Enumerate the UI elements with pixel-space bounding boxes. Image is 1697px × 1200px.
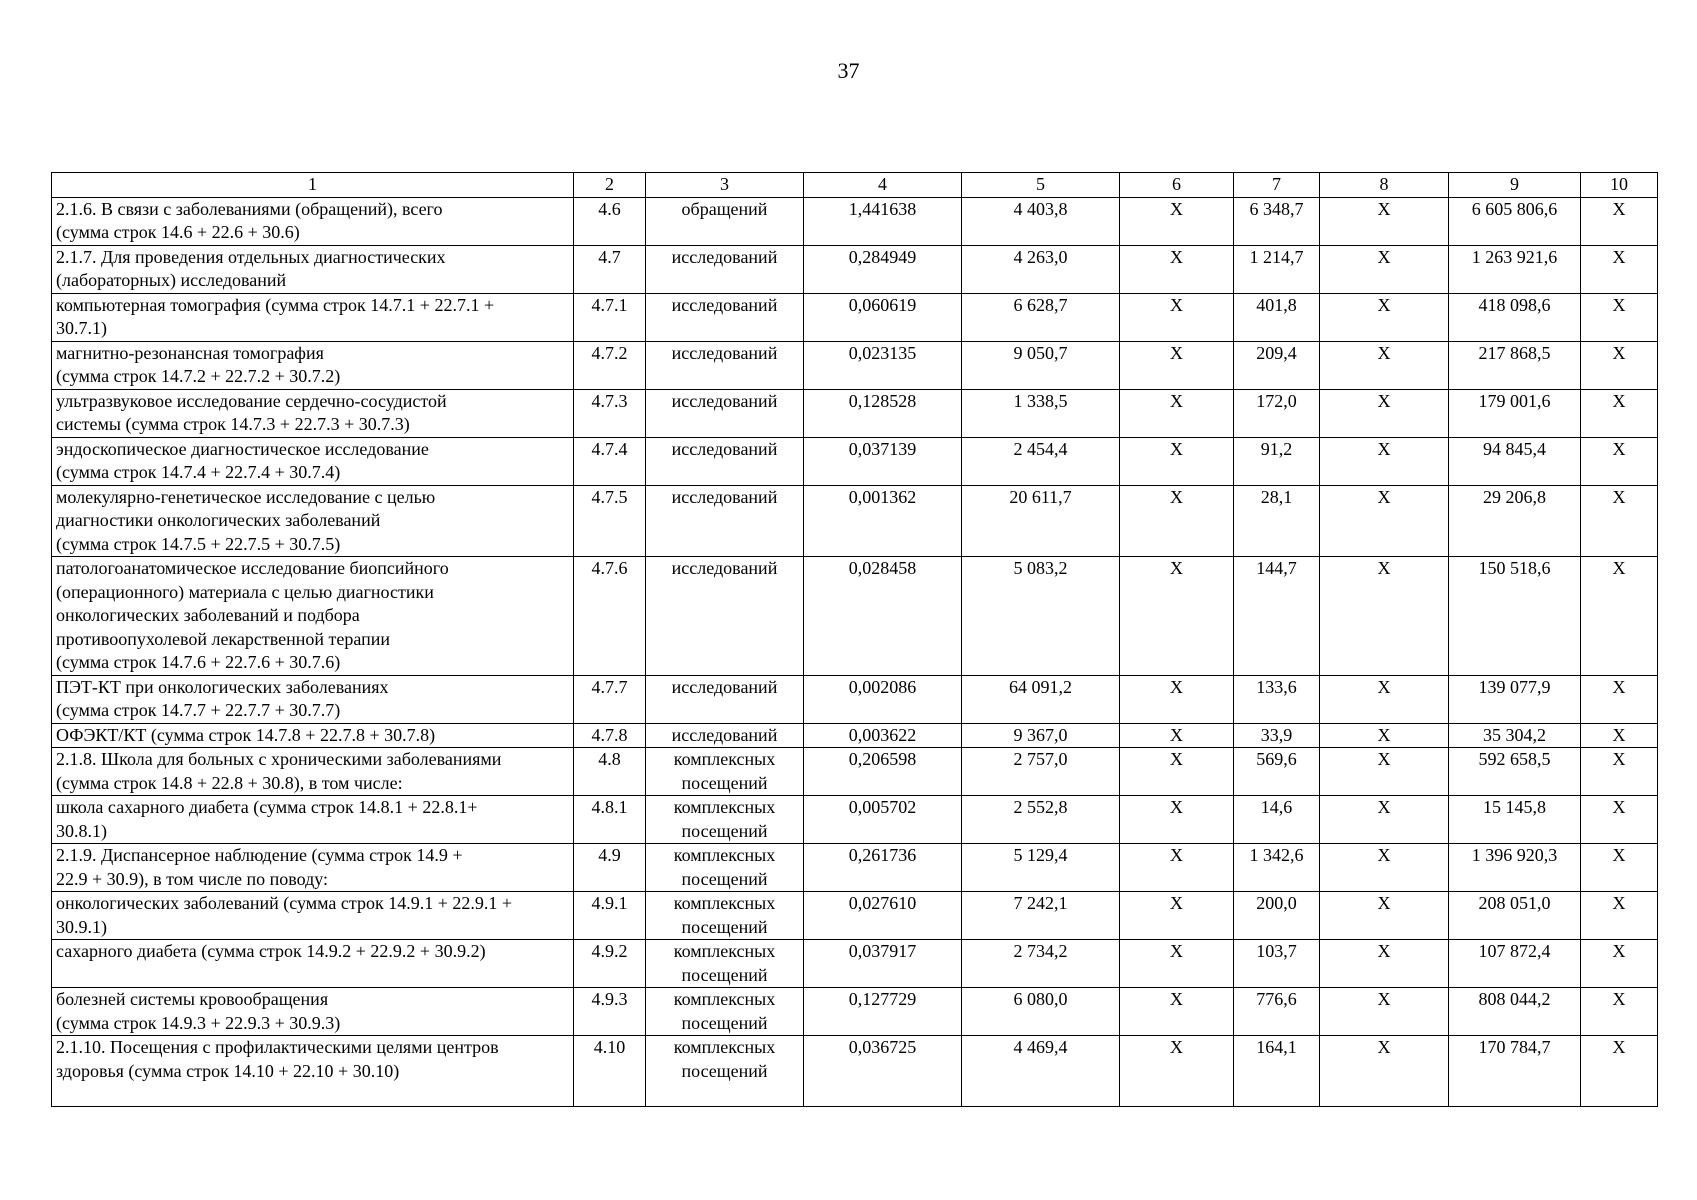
table-cell: X bbox=[1120, 197, 1234, 245]
table-cell: X bbox=[1581, 675, 1658, 723]
table-cell: комплексных посещений bbox=[646, 748, 804, 796]
table-cell: 5 083,2 bbox=[962, 557, 1120, 676]
table-cell: 4 263,0 bbox=[962, 245, 1120, 293]
table-cell: 4 469,4 bbox=[962, 1036, 1120, 1107]
table-cell: исследований bbox=[646, 723, 804, 748]
table-cell: магнитно-резонансная томография (сумма строк 14.7.2 + 22.7.2 + 30.7.2) bbox=[52, 341, 574, 389]
header-cell: 4 bbox=[804, 173, 962, 198]
table-row bbox=[52, 293, 1658, 341]
table-cell: 776,6 bbox=[1234, 988, 1320, 1036]
table-cell: 0,027610 bbox=[804, 892, 962, 940]
table-cell: X bbox=[1320, 796, 1449, 844]
table-cell: 418 098,6 bbox=[1449, 293, 1581, 341]
table-cell: X bbox=[1581, 485, 1658, 557]
table-cell: 0,001362 bbox=[804, 485, 962, 557]
table-cell: исследований bbox=[646, 293, 804, 341]
table-cell: 1,441638 bbox=[804, 197, 962, 245]
table-cell: X bbox=[1120, 437, 1234, 485]
table-cell: 2 734,2 bbox=[962, 940, 1120, 988]
header-cell: 9 bbox=[1449, 173, 1581, 198]
table-cell: 144,7 bbox=[1234, 557, 1320, 676]
table-cell: 4 403,8 bbox=[962, 197, 1120, 245]
header-cell: 5 bbox=[962, 173, 1120, 198]
table-cell: 0,037917 bbox=[804, 940, 962, 988]
table-cell: 4.7.4 bbox=[574, 437, 646, 485]
table-cell: 0,036725 bbox=[804, 1036, 962, 1107]
table-cell: X bbox=[1120, 1036, 1234, 1107]
table-cell: школа сахарного диабета (сумма строк 14.8.1 + 22.8.1+ 30.8.1) bbox=[52, 796, 574, 844]
table-cell: 217 868,5 bbox=[1449, 341, 1581, 389]
table-cell: 179 001,6 bbox=[1449, 389, 1581, 437]
table-cell: 0,003622 bbox=[804, 723, 962, 748]
table-cell: 133,6 bbox=[1234, 675, 1320, 723]
table-cell: 808 044,2 bbox=[1449, 988, 1581, 1036]
table-cell: X bbox=[1120, 940, 1234, 988]
table-cell: X bbox=[1120, 844, 1234, 892]
table-cell: X bbox=[1120, 988, 1234, 1036]
table-cell: X bbox=[1320, 844, 1449, 892]
table-cell: 4.7.8 bbox=[574, 723, 646, 748]
data-table bbox=[51, 172, 1658, 1107]
table-cell: X bbox=[1320, 892, 1449, 940]
table-cell: 6 080,0 bbox=[962, 988, 1120, 1036]
table-cell: 29 206,8 bbox=[1449, 485, 1581, 557]
table-cell: эндоскопическое диагностическое исследование (сумма строк 14.7.4 + 22.7.4 + 30.7.4) bbox=[52, 437, 574, 485]
table-row bbox=[52, 485, 1658, 557]
table-row bbox=[52, 844, 1658, 892]
table-row bbox=[52, 389, 1658, 437]
table-cell: 0,206598 bbox=[804, 748, 962, 796]
table-cell: X bbox=[1581, 844, 1658, 892]
table-cell: X bbox=[1581, 197, 1658, 245]
table-row bbox=[52, 557, 1658, 676]
table-cell: X bbox=[1581, 988, 1658, 1036]
table-cell: 33,9 bbox=[1234, 723, 1320, 748]
table-cell: 0,060619 bbox=[804, 293, 962, 341]
table-cell: обращений bbox=[646, 197, 804, 245]
table-cell: X bbox=[1581, 341, 1658, 389]
table-cell: 9 050,7 bbox=[962, 341, 1120, 389]
table-cell: 1 214,7 bbox=[1234, 245, 1320, 293]
table-cell: ОФЭКТ/КТ (сумма строк 14.7.8 + 22.7.8 + 30.7.8) bbox=[52, 723, 574, 748]
table-cell: 164,1 bbox=[1234, 1036, 1320, 1107]
table-cell: исследований bbox=[646, 485, 804, 557]
table-cell: 6 605 806,6 bbox=[1449, 197, 1581, 245]
table-cell: X bbox=[1581, 723, 1658, 748]
table-cell: 139 077,9 bbox=[1449, 675, 1581, 723]
table-cell: X bbox=[1581, 557, 1658, 676]
table-cell: онкологических заболеваний (сумма строк 14.9.1 + 22.9.1 + 30.9.1) bbox=[52, 892, 574, 940]
table-cell: X bbox=[1581, 748, 1658, 796]
table-cell: 0,005702 bbox=[804, 796, 962, 844]
table-cell: X bbox=[1320, 675, 1449, 723]
table-cell: X bbox=[1581, 437, 1658, 485]
table-cell: 0,037139 bbox=[804, 437, 962, 485]
table-cell: 2.1.8. Школа для больных с хроническими заболеваниями (сумма строк 14.8 + 22.8 + 30.8), в том числе: bbox=[52, 748, 574, 796]
table-cell: 1 338,5 bbox=[962, 389, 1120, 437]
table-row bbox=[52, 988, 1658, 1036]
table-cell: 2.1.7. Для проведения отдельных диагностических (лабораторных) исследований bbox=[52, 245, 574, 293]
table-cell: 4.7.2 bbox=[574, 341, 646, 389]
table-cell: X bbox=[1120, 796, 1234, 844]
table-cell: 0,023135 bbox=[804, 341, 962, 389]
header-cell: 10 bbox=[1581, 173, 1658, 198]
table-cell: 94 845,4 bbox=[1449, 437, 1581, 485]
table-cell: 1 263 921,6 bbox=[1449, 245, 1581, 293]
table-cell: 5 129,4 bbox=[962, 844, 1120, 892]
table-cell: X bbox=[1320, 485, 1449, 557]
table-cell: 91,2 bbox=[1234, 437, 1320, 485]
table-cell: 2 454,4 bbox=[962, 437, 1120, 485]
table-row bbox=[52, 940, 1658, 988]
table-cell: X bbox=[1581, 892, 1658, 940]
table-cell: 0,128528 bbox=[804, 389, 962, 437]
table-body bbox=[52, 197, 1658, 1107]
table-cell: 592 658,5 bbox=[1449, 748, 1581, 796]
table-cell: X bbox=[1320, 557, 1449, 676]
table-cell: комплексных посещений bbox=[646, 940, 804, 988]
table-cell: 2.1.10. Посещения с профилактическими целями центров здоровья (сумма строк 14.10 + 22.10 + 30.10) bbox=[52, 1036, 574, 1107]
table-cell: комплексных посещений bbox=[646, 1036, 804, 1107]
table-cell: 0,028458 bbox=[804, 557, 962, 676]
table-row bbox=[52, 197, 1658, 245]
table-cell: 4.6 bbox=[574, 197, 646, 245]
table-cell: 0,127729 bbox=[804, 988, 962, 1036]
table-cell: исследований bbox=[646, 437, 804, 485]
table-cell: 4.9.2 bbox=[574, 940, 646, 988]
table-cell: 2 552,8 bbox=[962, 796, 1120, 844]
table-row bbox=[52, 723, 1658, 748]
table-cell: X bbox=[1120, 245, 1234, 293]
table-cell: 7 242,1 bbox=[962, 892, 1120, 940]
table-cell: 200,0 bbox=[1234, 892, 1320, 940]
table-cell: X bbox=[1320, 341, 1449, 389]
table-cell: X bbox=[1581, 389, 1658, 437]
header-cell: 8 bbox=[1320, 173, 1449, 198]
table-cell: 28,1 bbox=[1234, 485, 1320, 557]
table-row bbox=[52, 245, 1658, 293]
table-cell: молекулярно-генетическое исследование с целью диагностики онкологических заболеваний (сумма строк 14.7.5 + 22.7.5 + 30.7.5) bbox=[52, 485, 574, 557]
table-cell: X bbox=[1120, 748, 1234, 796]
table-cell: 4.10 bbox=[574, 1036, 646, 1107]
table-cell: 401,8 bbox=[1234, 293, 1320, 341]
table-cell: 103,7 bbox=[1234, 940, 1320, 988]
table-cell: 9 367,0 bbox=[962, 723, 1120, 748]
table-row bbox=[52, 437, 1658, 485]
table-cell: патологоанатомическое исследование биопсийного (операционного) материала с целью диагностики онкологических заболеваний и подбора противоопухолевой лекарственной терапии (сумма строк 14.7.6 + 22.7.6 + 30.7.6) bbox=[52, 557, 574, 676]
table-cell: 6 348,7 bbox=[1234, 197, 1320, 245]
table-cell: 4.9.1 bbox=[574, 892, 646, 940]
table-row bbox=[52, 892, 1658, 940]
table-cell: X bbox=[1320, 988, 1449, 1036]
table-cell: X bbox=[1581, 1036, 1658, 1107]
table-cell: 4.9 bbox=[574, 844, 646, 892]
table-cell: 2 757,0 bbox=[962, 748, 1120, 796]
table-cell: 209,4 bbox=[1234, 341, 1320, 389]
table-cell: 170 784,7 bbox=[1449, 1036, 1581, 1107]
table-cell: 150 518,6 bbox=[1449, 557, 1581, 676]
table-cell: 1 342,6 bbox=[1234, 844, 1320, 892]
table-cell: X bbox=[1120, 723, 1234, 748]
table-cell: 4.7.1 bbox=[574, 293, 646, 341]
table-cell: сахарного диабета (сумма строк 14.9.2 + 22.9.2 + 30.9.2) bbox=[52, 940, 574, 988]
table-cell: X bbox=[1120, 293, 1234, 341]
table-cell: комплексных посещений bbox=[646, 796, 804, 844]
header-cell: 6 bbox=[1120, 173, 1234, 198]
table-cell: исследований bbox=[646, 245, 804, 293]
table-cell: X bbox=[1120, 485, 1234, 557]
table-cell: X bbox=[1120, 341, 1234, 389]
table-cell: 4.7.6 bbox=[574, 557, 646, 676]
table-cell: X bbox=[1120, 675, 1234, 723]
header-cell: 2 bbox=[574, 173, 646, 198]
table-cell: 107 872,4 bbox=[1449, 940, 1581, 988]
page-number: 37 bbox=[837, 58, 860, 83]
table-cell: 172,0 bbox=[1234, 389, 1320, 437]
table-cell: ультразвуковое исследование сердечно-сосудистой системы (сумма строк 14.7.3 + 22.7.3 + 30.7.3) bbox=[52, 389, 574, 437]
table-cell: 35 304,2 bbox=[1449, 723, 1581, 748]
table-cell: X bbox=[1120, 557, 1234, 676]
table-cell: комплексных посещений bbox=[646, 892, 804, 940]
table-cell: комплексных посещений bbox=[646, 844, 804, 892]
table-row bbox=[52, 1036, 1658, 1107]
table-cell: 14,6 bbox=[1234, 796, 1320, 844]
table-cell: 4.7.5 bbox=[574, 485, 646, 557]
table-cell: 4.8 bbox=[574, 748, 646, 796]
table-cell: исследований bbox=[646, 557, 804, 676]
table-cell: 15 145,8 bbox=[1449, 796, 1581, 844]
table-cell: 2.1.9. Диспансерное наблюдение (сумма строк 14.9 + 22.9 + 30.9), в том числе по поводу: bbox=[52, 844, 574, 892]
table-cell: X bbox=[1581, 940, 1658, 988]
table-cell: X bbox=[1320, 748, 1449, 796]
table-cell: 4.7.7 bbox=[574, 675, 646, 723]
table-cell: X bbox=[1320, 197, 1449, 245]
header-cell: 3 bbox=[646, 173, 804, 198]
table-row bbox=[52, 341, 1658, 389]
table-cell: 1 396 920,3 bbox=[1449, 844, 1581, 892]
table-cell: 2.1.6. В связи с заболеваниями (обращений), всего (сумма строк 14.6 + 22.6 + 30.6) bbox=[52, 197, 574, 245]
table-cell: 6 628,7 bbox=[962, 293, 1120, 341]
table-row bbox=[52, 675, 1658, 723]
table-cell: 20 611,7 bbox=[962, 485, 1120, 557]
table-cell: 0,261736 bbox=[804, 844, 962, 892]
table-cell: X bbox=[1581, 245, 1658, 293]
table-cell: X bbox=[1320, 245, 1449, 293]
table-cell: X bbox=[1120, 892, 1234, 940]
header-row bbox=[52, 173, 1658, 198]
table-cell: комплексных посещений bbox=[646, 988, 804, 1036]
header-cell: 7 bbox=[1234, 173, 1320, 198]
table-cell: компьютерная томография (сумма строк 14.7.1 + 22.7.1 + 30.7.1) bbox=[52, 293, 574, 341]
table-cell: X bbox=[1581, 293, 1658, 341]
table-cell: X bbox=[1320, 293, 1449, 341]
table-cell: 64 091,2 bbox=[962, 675, 1120, 723]
table-cell: 4.7 bbox=[574, 245, 646, 293]
table-cell: 4.8.1 bbox=[574, 796, 646, 844]
table-cell: X bbox=[1120, 389, 1234, 437]
table-cell: исследований bbox=[646, 675, 804, 723]
table-row bbox=[52, 748, 1658, 796]
table-cell: 4.9.3 bbox=[574, 988, 646, 1036]
table-cell: 0,284949 bbox=[804, 245, 962, 293]
table-cell: 208 051,0 bbox=[1449, 892, 1581, 940]
table-cell: 569,6 bbox=[1234, 748, 1320, 796]
table-row bbox=[52, 796, 1658, 844]
table-cell: исследований bbox=[646, 389, 804, 437]
table-cell: исследований bbox=[646, 341, 804, 389]
table-cell: X bbox=[1320, 723, 1449, 748]
table-cell: X bbox=[1320, 437, 1449, 485]
table-cell: X bbox=[1581, 796, 1658, 844]
table-cell: болезней системы кровообращения (сумма строк 14.9.3 + 22.9.3 + 30.9.3) bbox=[52, 988, 574, 1036]
table-cell: 4.7.3 bbox=[574, 389, 646, 437]
table-cell: X bbox=[1320, 1036, 1449, 1107]
header-cell: 1 bbox=[52, 173, 574, 198]
table-cell: X bbox=[1320, 940, 1449, 988]
table-cell: 0,002086 bbox=[804, 675, 962, 723]
table-cell: ПЭТ-КТ при онкологических заболеваниях (сумма строк 14.7.7 + 22.7.7 + 30.7.7) bbox=[52, 675, 574, 723]
table-cell: X bbox=[1320, 389, 1449, 437]
